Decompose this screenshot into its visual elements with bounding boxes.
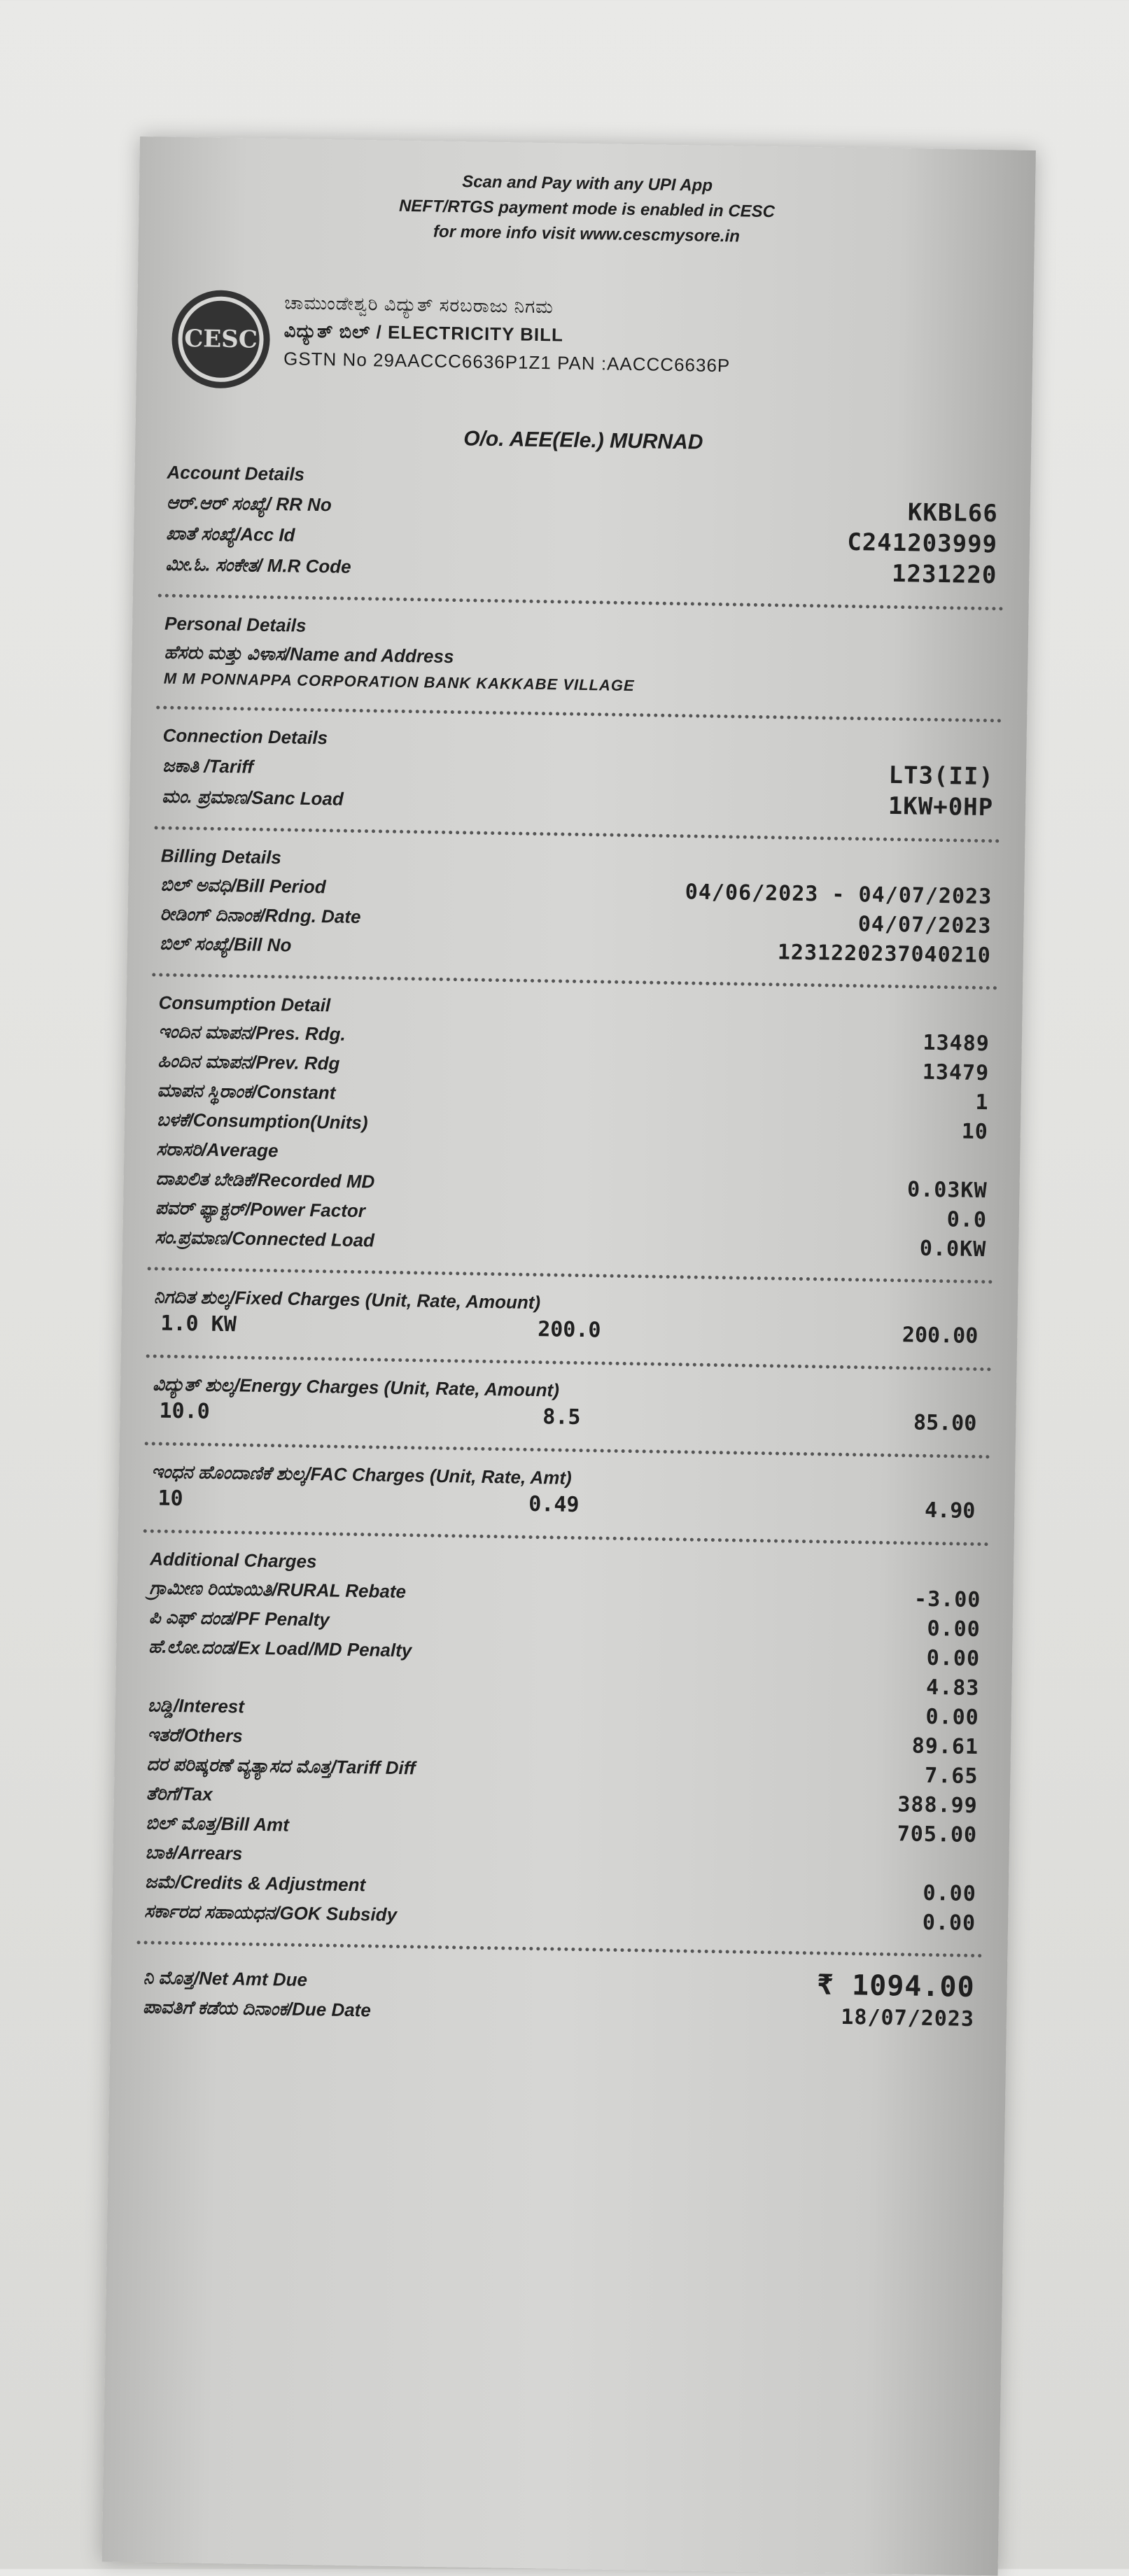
personal-details bbox=[153, 612, 1008, 703]
previous-reading-row: ಹಿಂದಿನ ಮಾಪನ/Prev. Rdg 13479 bbox=[157, 1050, 990, 1086]
unlabeled-charge-row: 4.83 bbox=[925, 1675, 980, 1701]
consumption-details bbox=[143, 992, 1002, 1265]
website-note: for more info visit www.cescmysore.in bbox=[433, 222, 741, 246]
upi-note: Scan and Pay with any UPI App bbox=[461, 172, 713, 195]
credits-row: ಜಮೆ/Credits & Adjustment 0.00 bbox=[144, 1871, 977, 1907]
gstin-pan: GSTN No 29AACCC6636P1Z1 PAN :AACCC6636P bbox=[283, 348, 731, 376]
due-date-row: ಪಾವತಿಗೆ ಕಡೆಯ ದಿನಾಂಕ/Due Date 18/07/2023 bbox=[142, 1996, 975, 2032]
company-name-kannada: ಚಾಮುಂಡೇಶ್ವರಿ ವಿದ್ಯುತ್ ಸರಬರಾಜು ನಿಗಮ bbox=[284, 292, 554, 318]
connection-details bbox=[150, 724, 1006, 824]
section-title: Connection Details bbox=[162, 724, 328, 749]
divider bbox=[152, 973, 997, 990]
tax-row: ತೆರಿಗೆ/Tax 388.99 bbox=[146, 1782, 979, 1819]
tariff-row: ಜಕಾತಿ /Tariff LT3(II) bbox=[162, 754, 995, 791]
energy-charges-title: ವಿದ್ಯುತ್ ಶುಲ್ಕ/Energy Charges (Unit, Rate, Amount) bbox=[152, 1373, 560, 1401]
energy-charges bbox=[141, 1373, 995, 1440]
bill-amount-row: ಬಿಲ್ ಮೊತ್ತ/Bill Amt 705.00 bbox=[145, 1812, 978, 1848]
units-row: ಬಳಕೆ/Consumption(Units) 10 bbox=[156, 1108, 989, 1145]
divider bbox=[137, 1941, 983, 1957]
reading-date-row: ರೀಡಿಂಗ್ ದಿನಾಂಕ/Rdng. Date 04/07/2023 bbox=[160, 903, 992, 939]
fixed-charges bbox=[142, 1286, 997, 1352]
name-address-value: M M PONNAPPA CORPORATION BANK KAKKABE VILLAGE bbox=[163, 669, 635, 695]
office-name: O/o. AEE(Ele.) MURNAD bbox=[463, 427, 703, 454]
arrears-row: ಬಾಕಿ/Arrears bbox=[145, 1841, 243, 1864]
payment-notes bbox=[160, 164, 1015, 253]
section-title: Consumption Detail bbox=[158, 992, 331, 1016]
bill-header bbox=[157, 282, 1013, 428]
fac-charges bbox=[139, 1461, 994, 1527]
billing-details bbox=[148, 845, 1004, 971]
gok-subsidy-row: ಸರ್ಕಾರದ ಸಹಾಯಧನ/GOK Subsidy 0.00 bbox=[144, 1900, 976, 1936]
net-amount-row: ನಿ ಮೊತ್ತ/Net Amt Due ₹ 1094.00 bbox=[143, 1966, 976, 2004]
constant-row: ಮಾಪನ ಸ್ಥಿರಾಂಕ/Constant 1 bbox=[157, 1079, 989, 1115]
fixed-charges-title: ನಿಗದಿತ ಶುಲ್ಕ/Fixed Charges (Unit, Rate, Amount) bbox=[153, 1286, 541, 1314]
bill-no-row: ಬಿಲ್ ಸಂಖ್ಯೆ/Bill No 1231220237040210 bbox=[159, 932, 992, 969]
divider bbox=[156, 705, 1002, 722]
total-section bbox=[132, 1959, 986, 2034]
account-details bbox=[154, 461, 1009, 591]
energy-charges-values: 10.0 8.5 85.00 bbox=[159, 1398, 977, 1436]
average-row: ಸರಾಸರಿ/Average bbox=[156, 1138, 279, 1162]
power-factor-row: ಪವರ್ ಫ್ಯಾಕ್ಟರ್/Power Factor 0.0 bbox=[155, 1197, 988, 1233]
neft-note: NEFT/RTGS payment mode is enabled in CESC bbox=[398, 196, 776, 222]
interest-row: ಬಡ್ಡಿ/Interest 0.00 bbox=[147, 1694, 980, 1731]
divider bbox=[155, 826, 1000, 843]
connected-load-row: ಸಂ.ಪ್ರಮಾಣ/Connected Load 0.0KW bbox=[155, 1226, 987, 1262]
bill-title: ವಿದ್ಯುತ್ ಬಿಲ್ / ELECTRICITY BILL bbox=[283, 320, 564, 346]
divider bbox=[148, 1267, 993, 1283]
pf-penalty-row: ಪಿ ಎಫ್ ದಂಡ/PF Penalty 0.00 bbox=[148, 1606, 981, 1642]
fixed-charges-values: 1.0 KW 200.0 200.00 bbox=[160, 1311, 979, 1349]
rural-rebate-row: ಗ್ರಾಮೀಣ ರಿಯಾಯಿತಿ/RURAL Rebate -3.00 bbox=[149, 1577, 981, 1613]
acc-row: ಖಾತೆ ಸಂಖ್ಯೆ/Acc Id C241203999 bbox=[165, 522, 998, 559]
divider bbox=[158, 593, 1004, 610]
recorded-md-row: ದಾಖಲಿತ ಬೇಡಿಕೆ/Recorded MD 0.03KW bbox=[155, 1167, 988, 1204]
fac-charges-title: ಇಂಧನ ಹೊಂದಾಣಿಕೆ ಶುಲ್ಕ/FAC Charges (Unit, Rate, Amt) bbox=[150, 1461, 572, 1488]
additional-charges bbox=[133, 1548, 993, 1938]
rr-row: ಆರ್.ಆರ್ ಸಂಖ್ಯೆ/ RR No KKBL66 bbox=[166, 491, 999, 528]
bill-period-row: ಬಿಲ್ ಅವಧಿ/Bill Period 04/06/2023 - 04/07/2023 bbox=[160, 873, 993, 910]
fac-charges-values: 10 0.49 4.90 bbox=[157, 1486, 976, 1523]
section-title: Account Details bbox=[167, 461, 305, 485]
sanc-load-row: ಮಂ. ಪ್ರಮಾಣ/Sanc Load 1KW+0HP bbox=[162, 785, 994, 822]
divider bbox=[143, 1529, 989, 1546]
electricity-bill-receipt bbox=[102, 136, 1036, 2576]
divider bbox=[145, 1442, 990, 1458]
ex-load-penalty-row: ಹೆ.ಲೋ.ದಂಡ/Ex Load/MD Penalty 0.00 bbox=[148, 1635, 981, 1672]
section-title: Additional Charges bbox=[149, 1548, 317, 1572]
others-row: ಇತರೆ/Others 89.61 bbox=[146, 1724, 979, 1760]
cesc-logo-icon: CESC bbox=[171, 290, 270, 389]
section-title: Personal Details bbox=[164, 612, 307, 636]
name-address-label: ಹೆಸರು ಮತ್ತು ವಿಳಾಸ/Name and Address bbox=[164, 641, 454, 668]
tariff-diff-row: ದರ ಪರಿಷ್ಕರಣೆ ವ್ಯತ್ಯಾಸದ ಮೊತ್ತ/Tariff Diff 7.65 bbox=[146, 1753, 979, 1789]
divider bbox=[146, 1354, 992, 1371]
section-title: Billing Details bbox=[160, 845, 282, 868]
present-reading-row: ಇಂದಿನ ಮಾಪನ/Pres. Rdg. 13489 bbox=[157, 1020, 990, 1057]
mr-code-row: ಮೀ.ಓ. ಸಂಕೇತ/ M.R Code 1231220 bbox=[165, 553, 997, 590]
